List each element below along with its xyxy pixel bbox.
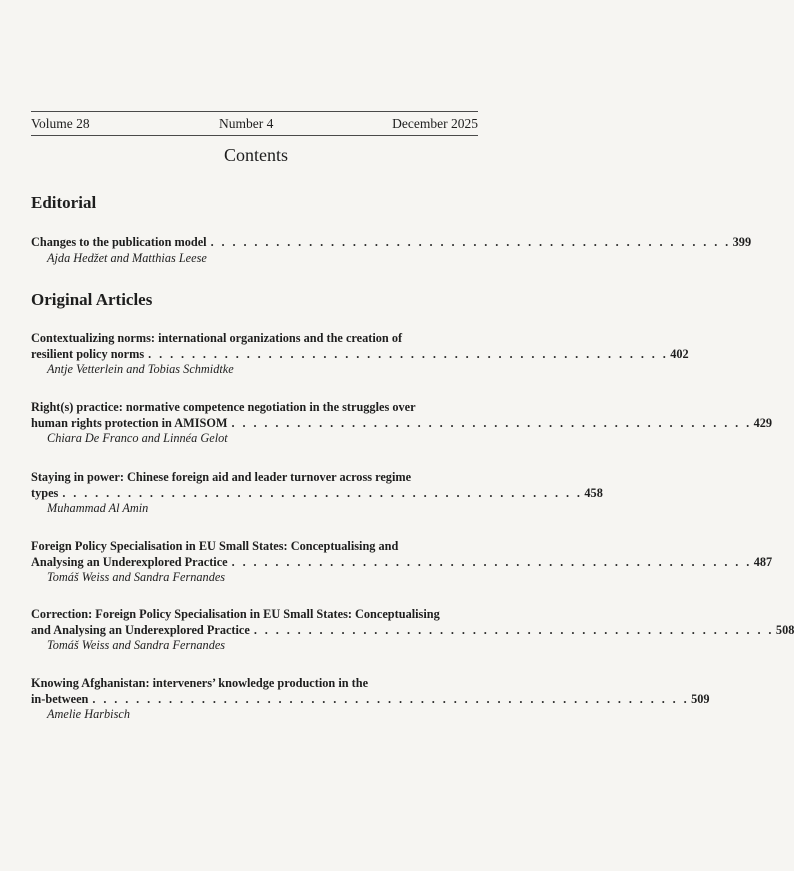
article-title: Changes to the publication model bbox=[31, 235, 207, 249]
toc-line bbox=[31, 554, 773, 571]
toc-line bbox=[31, 691, 710, 708]
article-title-line: Knowing Afghanistan: interveners’ knowledge production in the bbox=[31, 676, 369, 690]
contents-title: Contents bbox=[223, 145, 288, 165]
article-title-line: Staying in power: Chinese foreign aid and leader turnover across regime bbox=[31, 470, 412, 484]
article-authors: Tomáš Weiss and Sandra Fernandes bbox=[47, 638, 226, 652]
dot-leader: . . . . . . . . . . . . . . . . . . . . . . . . . . . . . . . . . . . . . . . . . . . . . . . . bbox=[62, 485, 583, 500]
dot-leader: . . . . . . . . . . . . . . . . . . . . . . . . . . . . . . . . . . . . . . . . . . . . . . . . . . . . . . . bbox=[92, 691, 690, 706]
toc-entry[interactable] bbox=[31, 235, 752, 266]
article-title: in-between bbox=[31, 691, 89, 706]
page-number: 399 bbox=[732, 235, 752, 249]
top-rule bbox=[31, 111, 478, 112]
article-title: and Analysing an Underexplored Practice bbox=[31, 622, 250, 637]
dot-leader: . . . . . . . . . . . . . . . . . . . . . . . . . . . . . . . . . . . . . . . . . . . . . . . . bbox=[210, 235, 731, 249]
page-number: 487 bbox=[753, 554, 773, 569]
article-authors: Ajda Hedžet and Matthias Leese bbox=[47, 250, 207, 265]
toc-line bbox=[31, 235, 752, 251]
article-title-line: Right(s) practice: normative competence negotiation in the struggles over bbox=[31, 400, 416, 414]
dot-leader: . . . . . . . . . . . . . . . . . . . . . . . . . . . . . . . . . . . . . . . . . . . . . . . . bbox=[148, 346, 669, 361]
toc-entry[interactable] bbox=[31, 607, 794, 654]
article-title: Analysing an Underexplored Practice bbox=[31, 554, 228, 569]
article-authors: Chiara De Franco and Linnéa Gelot bbox=[47, 431, 228, 445]
header-rule bbox=[31, 135, 478, 136]
article-title-line: Foreign Policy Specialisation in EU Small States: Conceptualising and bbox=[31, 539, 399, 553]
dot-leader: . . . . . . . . . . . . . . . . . . . . . . . . . . . . . . . . . . . . . . . . . . . . . . . . bbox=[253, 622, 774, 637]
dot-leader: . . . . . . . . . . . . . . . . . . . . . . . . . . . . . . . . . . . . . . . . . . . . . . . . bbox=[231, 415, 752, 430]
section-heading-editorial: Editorial bbox=[31, 193, 97, 212]
article-title: human rights protection in AMISOM bbox=[31, 415, 228, 430]
section-heading-original-articles: Original Articles bbox=[31, 290, 153, 309]
toc-entry[interactable] bbox=[31, 400, 773, 447]
article-title: types bbox=[31, 485, 59, 500]
article-authors: Tomáš Weiss and Sandra Fernandes bbox=[47, 570, 226, 584]
issue-number: Number 4 bbox=[219, 116, 274, 131]
article-authors: Antje Vetterlein and Tobias Schmidtke bbox=[47, 362, 234, 376]
article-title-line: Contextualizing norms: international organizations and the creation of bbox=[31, 331, 403, 345]
dot-leader: . . . . . . . . . . . . . . . . . . . . . . . . . . . . . . . . . . . . . . . . . . . . . . . . bbox=[231, 554, 752, 569]
issue-date: December 2025 bbox=[392, 116, 478, 131]
toc-line bbox=[31, 622, 794, 639]
toc-line bbox=[31, 485, 603, 502]
toc-line bbox=[31, 415, 773, 432]
page-number: 509 bbox=[691, 691, 710, 706]
page-number: 402 bbox=[670, 346, 689, 361]
article-title: resilient policy norms bbox=[31, 346, 145, 361]
page-number: 429 bbox=[753, 415, 773, 430]
article-authors: Muhammad Al Amin bbox=[47, 501, 149, 515]
page-number: 508 bbox=[775, 622, 794, 637]
toc-entry[interactable] bbox=[31, 331, 689, 378]
toc-entry[interactable] bbox=[31, 539, 773, 586]
toc-line bbox=[31, 346, 689, 363]
page-number: 458 bbox=[584, 485, 603, 500]
volume-label: Volume 28 bbox=[31, 116, 90, 131]
article-title-line: Correction: Foreign Policy Specialisation in EU Small States: Conceptualising bbox=[31, 607, 440, 621]
toc-entry[interactable] bbox=[31, 470, 603, 517]
article-authors: Amelie Harbisch bbox=[47, 707, 130, 721]
toc-entry[interactable] bbox=[31, 676, 710, 723]
